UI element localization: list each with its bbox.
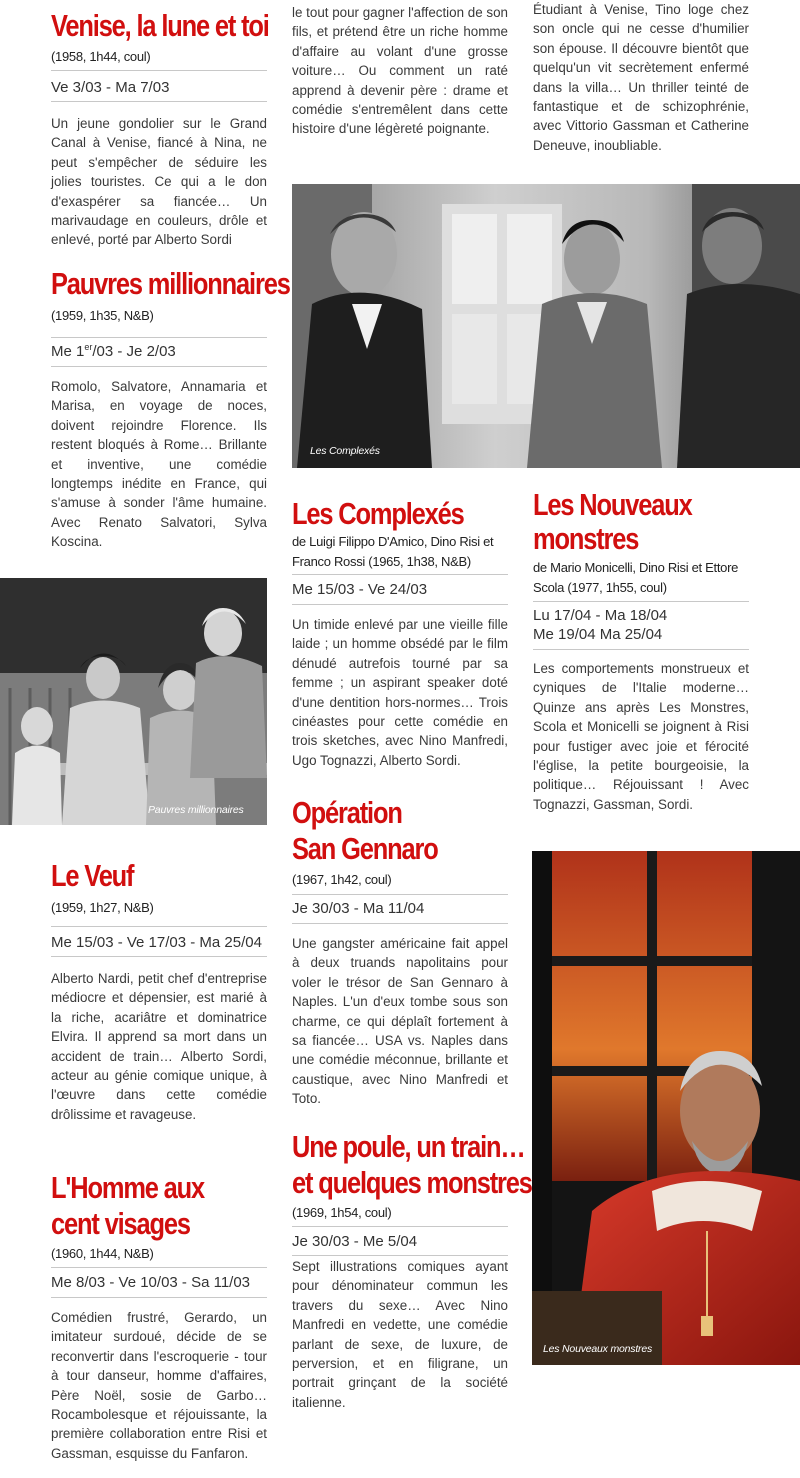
photo-caption: Les Complexés [310, 445, 380, 457]
film-title: Venise, la lune et toi [51, 8, 269, 43]
divider [292, 604, 508, 605]
film-still-image [292, 184, 800, 468]
film-title: Opération [292, 795, 402, 830]
film-title: Le Veuf [51, 858, 134, 893]
film-synopsis: Une gangster américaine fait appel à deux truands napolitains pour voler le trésor de San Gennaro à Naples. L'un d'eux tombe sous son charme, ce qui déplaît fortement à sa fiancée… USA vs. Naples dans une comédie méconnue, brillante et caustique, avec Nino Manfredi et Toto. [292, 936, 508, 1107]
screening-dates: Me 15/03 - Ve 24/03 [292, 581, 428, 598]
film-still-image [532, 851, 800, 1365]
film-still-image [0, 578, 267, 825]
divider [292, 1255, 508, 1256]
screening-dates: Je 30/03 - Me 5/04 [292, 1233, 418, 1250]
film-title-line2: cent visages [51, 1206, 190, 1241]
screening-dates-line2: Me 19/04 Ma 25/04 [533, 626, 663, 643]
divider [51, 101, 267, 102]
divider [51, 956, 267, 957]
photo-caption: Les Nouveaux monstres [543, 1343, 653, 1355]
film-title: Pauvres millionnaires [51, 266, 290, 301]
continued-synopsis: le tout pour gagner l'affection de son fils, et prétend être un riche homme d'affaire au volant d'une grosse voiture… Ou comment un raté apprend à devenir père : drame et comédie s'entremêlent dans cette histoire d'une légèreté poignante. [292, 5, 508, 137]
divider [51, 1267, 267, 1268]
film-synopsis: Alberto Nardi, petit chef d'entreprise médiocre et dépensier, est marié à la riche, acariâtre et dominatrice Elvira. Il apprend sa mort dans un accident de train… Alberto Sordi, acteur au génie comique unique, à l'œuvre dans cette comédie drôlissime et ravageuse. [51, 971, 267, 1122]
film-meta: de Mario Monicelli, Dino Risi et Ettore Scola (1977, 1h55, coul) [533, 560, 739, 595]
divider [292, 574, 508, 575]
divider [292, 923, 508, 924]
film-meta: (1958, 1h44, coul) [51, 49, 151, 64]
film-synopsis: Romolo, Salvatore, Annamaria et Marisa, en voyage de noces, doivent rejoindre Florence. Ils restent bloqués à Rome… Brillante et inventive, une comédie longtemps inédite en France, qui s'amuse à sonder l'âme humaine. Avec Renato Salvatori, Sylva Koscina. [51, 379, 267, 550]
screening-dates: Me 8/03 - Ve 10/03 - Sa 11/03 [51, 1274, 251, 1291]
dates-prefix: Me 1 [51, 343, 85, 360]
screening-dates: Ve 3/03 - Ma 7/03 [51, 79, 170, 96]
screening-dates: Lu 17/04 - Ma 18/04 [533, 607, 668, 624]
film-meta: (1959, 1h27, N&B) [51, 900, 154, 915]
film-still-photo [532, 851, 800, 1365]
film-title: Les Nouveaux [533, 487, 692, 522]
continued-synopsis: Étudiant à Venise, Tino loge chez son oncle qui ne cesse d'humilier son épouse. Il découvre bientôt que quelqu'un vit secrètement enfermé dans la villa… Un thriller teinté de fantastique et de schizophrénie, avec Vittorio Gassman et Catherine Deneuve, inoubliable. [533, 2, 749, 153]
film-synopsis: Comédien frustré, Gerardo, un imitateur surdoué, décide de se reconvertir dans l'escroquerie - tour à tour danseur, homme d'affaires, Père Noël, sosie de Garbo… Rocambolesque et réjouissante, la première collaboration entre Risi et Gassman, esquisse du Fanfaron. [51, 1310, 267, 1461]
film-title-line2: monstres [533, 521, 639, 556]
film-title-line2: San Gennaro [292, 831, 438, 866]
film-synopsis: Les comportements monstrueux et cyniques de l'Italie moderne… Quinze ans après Les Monstres, Scola et Monicelli se joignent à Risi pour fustiger avec joie et férocité l'église, la petite bourgeoisie, la politique… Réjouissant ! Avec Tognazzi, Gassman, Sordi. [533, 661, 749, 812]
divider [292, 894, 508, 895]
divider [51, 337, 267, 338]
screening-dates: Me 15/03 - Ve 17/03 - Ma 25/04 [51, 934, 262, 951]
film-meta: (1967, 1h42, coul) [292, 872, 392, 887]
divider [292, 1226, 508, 1227]
film-meta: (1969, 1h54, coul) [292, 1205, 392, 1220]
film-title: L'Homme aux [51, 1170, 205, 1205]
divider [51, 926, 267, 927]
divider [51, 1297, 267, 1298]
screening-dates: Je 30/03 - Ma 11/04 [292, 900, 425, 917]
film-meta: de Luigi Filippo D'Amico, Dino Risi et Franco Rossi (1965, 1h38, N&B) [292, 534, 494, 569]
screening-dates [51, 342, 271, 362]
dates-suffix: /03 - Je 2/03 [92, 343, 176, 360]
divider [51, 70, 267, 71]
film-title: Une poule, un train… [292, 1129, 525, 1164]
dates-ordinal: er [84, 342, 93, 352]
film-synopsis: Un timide enlevé par une vieille fille laide ; un homme obsédé par le film dénudé autrefois tourné par sa femme ; un aspirant speaker doté d'une dentition hors-normes… Trois cinéastes pour cette comédie en trois sketches, avec Nino Manfredi, Ugo Tognazzi, Alberto Sordi. [292, 617, 508, 768]
film-still-photo [0, 578, 267, 825]
film-meta: (1959, 1h35, N&B) [51, 308, 154, 323]
film-synopsis: Un jeune gondolier sur le Grand Canal à Venise, fiancé à Nina, ne peut s'empêcher de séduire les jolies touristes. Ce qui a le don d'exaspérer sa fiancée… Un marivaudage en couleurs, drôle et enlevé, porté par Alberto Sordi [51, 116, 267, 248]
divider [533, 601, 749, 602]
film-synopsis: Sept illustrations comiques ayant pour dénominateur commun les travers du sexe… Avec Nino Manfredi en vedette, une comédie parlant de sexe, de luxure, de perversion, et en filigrane, un portrait grinçant de la société italienne. [292, 1259, 508, 1410]
photo-caption: Pauvres millionnaires [148, 804, 244, 816]
film-title-line2: et quelques monstres [292, 1165, 532, 1200]
divider [533, 649, 749, 650]
film-title: Les Complexés [292, 496, 464, 531]
film-meta: (1960, 1h44, N&B) [51, 1246, 154, 1261]
divider [51, 366, 267, 367]
film-still-photo [292, 184, 800, 468]
